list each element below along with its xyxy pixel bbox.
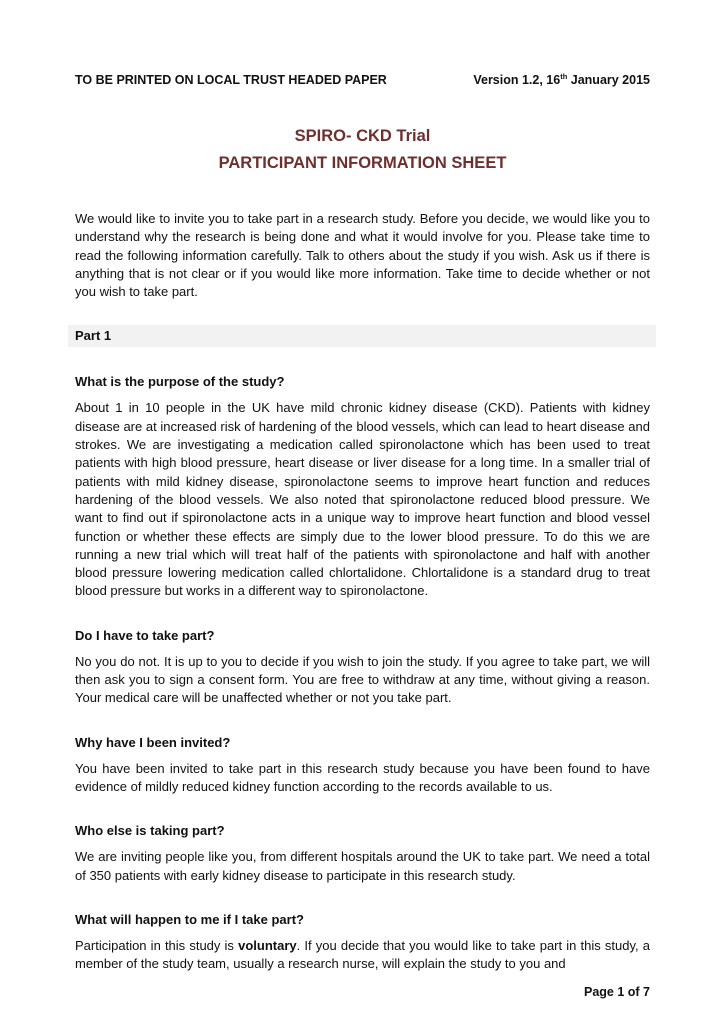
- paragraph-do-i-have-to-take-part: No you do not. It is up to you to decide if you wish to join the study. If you agree to take part, we will then ask you to sign a consent form. You are free to withdraw at any time, without giving a reason. Your medical care will be unaffected whether or not you take part.: [75, 653, 650, 706]
- paragraph-why-have-i-been-invited: You have been invited to take part in this research study because you have been found to have evidence of mildly reduced kidney function according to the records available to us.: [75, 760, 650, 794]
- version-text: Version 1.2, 16: [473, 73, 561, 87]
- heading-what-will-happen: What will happen to me if I take part?: [75, 911, 304, 927]
- paragraph-who-else-is-taking-part: We are inviting people like you, from different hospitals around the UK to take part. We need a total of 350 patients with early kidney disease to participate in this research study.: [75, 849, 650, 883]
- version-label: [473, 73, 650, 87]
- print-instruction-label: TO BE PRINTED ON LOCAL TRUST HEADED PAPER: [75, 73, 387, 87]
- page-footer: Page 1 of 7: [584, 985, 650, 999]
- heading-why-have-i-been-invited: Why have I been invited?: [75, 734, 231, 750]
- voluntary-bold-text: voluntary: [238, 937, 297, 953]
- title-block: [75, 123, 650, 177]
- paragraph-purpose-of-study: About 1 in 10 people in the UK have mild chronic kidney disease (CKD). Patients with kidney disease are at increased risk of hardening of the blood vessels, which can lead to heart disease and strokes. We are investigating a medication called spironolactone which has been used to treat patients with high blood pressure, heart disease or liver disease for a long time. In a smaller trial of patients with mild kidney disease, spironolactone seems to improve heart function and reduces hardening of the blood vessels. We also noted that spironolactone reduced blood pressure. We want to find out if spironolactone acts in a unique way to improve heart function and blood vessel function or whether these effects are simply due to the lower blood pressure. To do this we are running a new trial which will treat half of the patients with spironolactone and half with another blood pressure lowering medication called chlortalidone. Chlortalidone is a standard drug to treat blood pressure but works in a different way to spironolactone.: [75, 400, 650, 599]
- what-will-happen-text-start: Participation in this study is: [75, 937, 239, 953]
- version-ordinal-superscript: th: [560, 71, 568, 81]
- page-header: [75, 73, 650, 87]
- section-header-part1: Part 1: [68, 325, 656, 347]
- heading-do-i-have-to-take-part: Do I have to take part?: [75, 627, 215, 643]
- intro-paragraph: We would like to invite you to take part in a research study. Before you decide, we would like you to understand why the research is being done and what it would involve for you. Please take time to read the following information carefully. Talk to others about the study if you wish. Ask us if there is anything that is not clear or if you would like more information. Take time to decide whether or not you wish to take part.: [75, 211, 650, 300]
- what-will-happen-text-end: . If you decide that you would like to take part in this study, a member of the study team, usually a research nurse, will explain the study to you and: [75, 937, 651, 972]
- version-date-text: January 2015: [567, 73, 650, 87]
- heading-purpose-of-study: What is the purpose of the study?: [75, 374, 285, 390]
- document-title: PARTICIPANT INFORMATION SHEET: [218, 154, 507, 172]
- paragraph-what-will-happen: [75, 937, 650, 974]
- heading-who-else-is-taking-part: Who else is taking part?: [75, 823, 225, 839]
- trial-title: SPIRO- CKD Trial: [294, 127, 431, 145]
